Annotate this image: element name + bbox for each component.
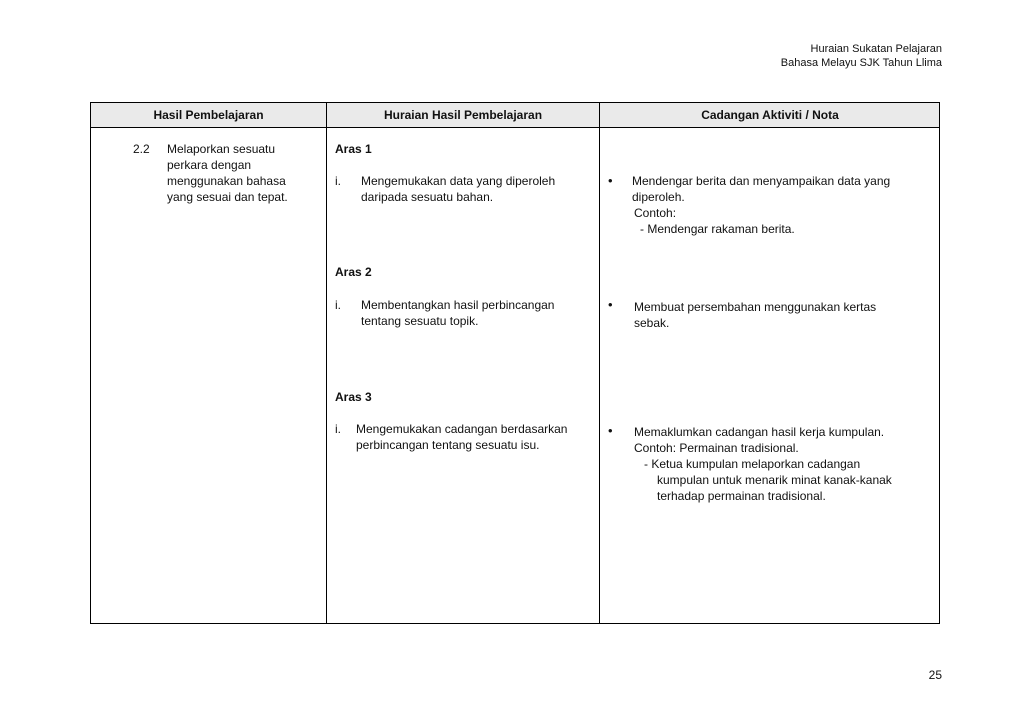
hasil-line: Melaporkan sesuatu <box>167 142 276 156</box>
huraian-line: perbincangan tentang sesuatu isu. <box>356 438 540 452</box>
header-line-1: Huraian Sukatan Pelajaran <box>810 43 942 55</box>
aktiviti-line: Memaklumkan cadangan hasil kerja kumpulan. <box>634 425 885 439</box>
column-header-aktiviti: Cadangan Aktiviti / Nota <box>701 108 839 122</box>
page-number: 25 <box>928 668 942 682</box>
aktiviti-line: Membuat persembahan menggunakan kertas <box>634 300 877 314</box>
bullet-icon: • <box>608 173 613 188</box>
hasil-line: perkara dengan <box>167 158 252 172</box>
column-divider <box>326 103 327 623</box>
level-title: Aras 3 <box>335 390 372 404</box>
huraian-line: daripada sesuatu bahan. <box>361 190 494 204</box>
level-numeral: i. <box>335 174 341 188</box>
bullet-icon: • <box>608 423 613 438</box>
huraian-line: Membentangkan hasil perbincangan <box>361 298 555 312</box>
level-numeral: i. <box>335 422 341 436</box>
hasil-line: yang sesuai dan tepat. <box>167 190 288 204</box>
aktiviti-line: - Mendengar rakaman berita. <box>640 222 795 236</box>
hasil-line: menggunakan bahasa <box>167 174 286 188</box>
document-header <box>781 42 942 70</box>
header-line-2: Bahasa Melayu SJK Tahun Llima <box>780 57 942 69</box>
curriculum-table <box>90 102 940 624</box>
aktiviti-line: sebak. <box>634 316 670 330</box>
aktiviti-line: diperoleh. <box>632 190 685 204</box>
hasil-number: 2.2 <box>133 142 150 156</box>
level-title: Aras 1 <box>335 142 372 156</box>
column-divider <box>599 103 600 623</box>
aktiviti-line: Mendengar berita dan menyampaikan data yang <box>632 174 891 188</box>
level-title: Aras 2 <box>335 265 372 279</box>
aktiviti-line: Contoh: <box>634 206 677 220</box>
huraian-line: Mengemukakan data yang diperoleh <box>361 174 556 188</box>
aktiviti-line: - Ketua kumpulan melaporkan cadangan <box>644 457 861 471</box>
level-numeral: i. <box>335 298 341 312</box>
aktiviti-line: terhadap permainan tradisional. <box>657 489 826 503</box>
column-header-hasil: Hasil Pembelajaran <box>153 108 264 122</box>
aktiviti-line: Contoh: Permainan tradisional. <box>634 441 799 455</box>
aktiviti-line: kumpulan untuk menarik minat kanak-kanak <box>657 473 892 487</box>
huraian-line: Mengemukakan cadangan berdasarkan <box>356 422 568 436</box>
huraian-line: tentang sesuatu topik. <box>361 314 479 328</box>
column-header-huraian: Huraian Hasil Pembelajaran <box>383 108 543 122</box>
bullet-icon: • <box>608 297 613 312</box>
